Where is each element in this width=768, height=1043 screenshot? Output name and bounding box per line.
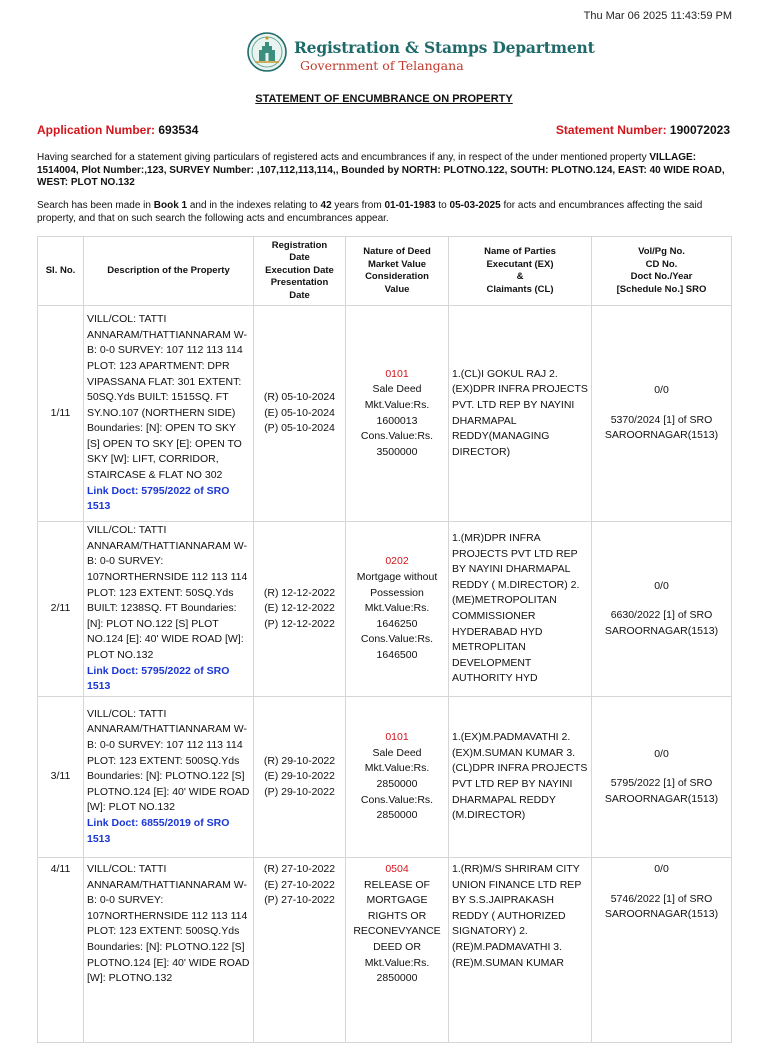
deed-details: Sale Deed Mkt.Value:Rs. 1600013 Cons.Value:Rs. 3500000 (360, 383, 434, 458)
telangana-emblem-icon (247, 32, 287, 72)
header-parties-line: Executant (EX) (486, 258, 554, 270)
link-document[interactable]: Link Doct: 5795/2022 of SRO 1513 (87, 664, 230, 693)
page-title: STATEMENT OF ENCUMBRANCE ON PROPERTY (255, 93, 513, 105)
header-vol-line: [Schedule No.] SRO (616, 283, 707, 295)
header-parties (449, 237, 592, 306)
execution-date: (E) 27-10-2022 (264, 878, 335, 891)
deed-details: Mortgage without Possession Mkt.Value:Rs. 1646250 Cons.Value:Rs. 1646500 (356, 571, 438, 661)
header-vol-line: Vol/Pg No. (638, 246, 685, 257)
row-vol (592, 306, 732, 522)
department-name: Registration & Stamps Department (294, 38, 595, 57)
registration-date: (R) 12-12-2022 (263, 586, 336, 599)
row-dates (254, 522, 346, 697)
deed-code: 0202 (385, 555, 409, 568)
department-header (0, 30, 768, 80)
row-deed (346, 306, 449, 522)
header-parties-line: & (516, 271, 524, 282)
header-deed (346, 237, 449, 306)
scope-text-3: years from (331, 200, 385, 211)
header-description: Description of the Property (84, 237, 254, 306)
encumbrance-table (37, 236, 732, 1043)
header-dates-line: Execution Date (265, 264, 334, 276)
header-dates-line: Presentation (270, 277, 329, 289)
scope-from-date: 01-01-1983 (384, 200, 436, 211)
presentation-date: (P) 29-10-2022 (264, 785, 335, 798)
header-parties-line: Claimants (CL) (486, 283, 554, 295)
property-description: VILL/COL: TATTI ANNARAM/THATTIANNARAM W-B: 0-0 SURVEY: 107NORTHERNSIDE 112 113 114 PLOT: 123 EXTENT: 500SQ.Yds Boundaries: [N]: PLOTNO.122 [S] PLOTNO.124 [E]: 40' WIDE ROAD [W]: PLOTNO.132 (87, 863, 250, 985)
row-vol (592, 858, 732, 1043)
header-vol (592, 237, 732, 306)
row-parties: 1.(RR)M/S SHRIRAM CITY UNION FINANCE LTD REP BY S.S.JAIPRAKASH REDDY ( AUTHORIZED SIGNATORY) 2.(RE)M.PADMAVATHI 3.(RE)M.SUMAN KUMAR (449, 858, 592, 1043)
registration-date: (R) 29-10-2022 (263, 754, 336, 767)
document-number: 5370/2024 [1] of SRO SAROORNAGAR(1513) (604, 413, 719, 442)
header-vol-line: Doct No./Year (630, 271, 693, 282)
presentation-date: (P) 27-10-2022 (264, 894, 335, 907)
row-parties: 1.(MR)DPR INFRA PROJECTS PVT LTD REP BY NAYINI DHARMAPAL REDDY ( M.DIRECTOR) 2.(ME)METROPOLITAN COMMISSIONER HYDERABAD HYD METROPLITAN DEVELOPMENT AUTHORITY HYD (449, 522, 592, 697)
row-deed (346, 697, 449, 858)
deed-code: 0101 (385, 367, 409, 380)
document-number: 5746/2022 [1] of SRO SAROORNAGAR(1513) (604, 892, 719, 921)
application-number (37, 123, 198, 137)
row-sl-no: 2/11 (38, 522, 84, 697)
table-row (38, 697, 732, 858)
property-description: VILL/COL: TATTI ANNARAM/THATTIANNARAM W-B: 0-0 SURVEY: 107 112 113 114 PLOT: 123 APARTMENT: DPR VIPASSANA FLAT: 301 EXTENT: 50SQ.Yds BUILT: 1515SQ. FT SY.NO.107 (NORTHERN SIDE) Boundaries: [N]: OPEN TO SKY [S] OPEN TO SKY [E]: OPEN TO SKY [W]: LIFT, CORRIDOR, STAIRCASE & FLAT NO 302 (87, 313, 248, 482)
vol-page-no: 0/0 (654, 863, 669, 875)
deed-details: RELEASE OF MORTGAGE RIGHTS OR RECONEVYANCE DEED OR Mkt.Value:Rs. 2850000 (353, 878, 441, 985)
scope-text-4: to (435, 200, 450, 211)
property-details: VILLAGE: 1514004, Plot Number:,123, SURVEY Number: ,107,112,113,114,, Bounded by NORTH: PLOTNO.122, SOUTH: PLOTNO.124, EAST: 40 WIDE ROAD, WEST: PLOT NO.132 (37, 152, 725, 188)
search-scope-paragraph (37, 200, 729, 225)
header-sl-no: Sl. No. (38, 237, 84, 306)
search-intro-paragraph (37, 152, 729, 190)
row-description (84, 522, 254, 697)
row-dates (254, 858, 346, 1043)
statement-number (556, 123, 730, 137)
government-name: Government of Telangana (300, 58, 464, 73)
header-deed-line: Consideration (365, 271, 429, 282)
property-description: VILL/COL: TATTI ANNARAM/THATTIANNARAM W-B: 0-0 SURVEY: 107NORTHERNSIDE 112 113 114 PLOT: 123 EXTENT: 50SQ.Yds BUILT: 1238SQ. FT Boundaries: [N]: PLOT NO.122 [S] PLOT NO.124 [E]: 40' WIDE ROAD [W]: PLOT NO.132 (87, 524, 248, 661)
presentation-date: (P) 05-10-2024 (264, 422, 335, 435)
header-dates-line: Registration (271, 239, 328, 251)
row-sl-no: 4/11 (38, 858, 84, 1043)
vol-page-no: 0/0 (654, 384, 669, 397)
vol-page-no: 0/0 (654, 747, 669, 760)
row-deed (346, 522, 449, 697)
row-parties: 1.(CL)I GOKUL RAJ 2.(EX)DPR INFRA PROJECTS PVT. LTD REP BY NAYINI DHARMAPAL REDDY(MANAGING DIRECTOR) (449, 306, 592, 522)
header-deed-line: Market Value (367, 258, 427, 270)
header-deed-line: Value (384, 283, 410, 295)
header-deed-line: Nature of Deed (363, 246, 431, 257)
document-number: 6630/2022 [1] of SRO SAROORNAGAR(1513) (604, 609, 719, 637)
header-dates (254, 237, 346, 306)
link-document[interactable]: Link Doct: 5795/2022 of SRO 1513 (87, 484, 230, 513)
header-parties-line: Name of Parties (484, 246, 556, 257)
application-number-label: Application Number: (37, 123, 156, 137)
presentation-date: (P) 12-12-2022 (264, 617, 335, 630)
application-number-value: 693534 (158, 123, 199, 137)
table-header-row (38, 237, 732, 306)
execution-date: (E) 05-10-2024 (264, 406, 335, 419)
execution-date: (E) 12-12-2022 (264, 602, 335, 615)
print-timestamp: Thu Mar 06 2025 11:43:59 PM (583, 10, 732, 22)
row-parties: 1.(EX)M.PADMAVATHI 2.(EX)M.SUMAN KUMAR 3.(CL)DPR INFRA PROJECTS PVT LTD REP BY NAYINI DHARMAPAL REDDY (M.DIRECTOR) (449, 697, 592, 858)
header-dates-line: Date (289, 252, 310, 264)
vol-page-no: 0/0 (654, 579, 669, 592)
execution-date: (E) 29-10-2022 (264, 770, 335, 783)
row-description (84, 306, 254, 522)
row-dates (254, 697, 346, 858)
registration-date: (R) 05-10-2024 (263, 391, 336, 404)
table-row (38, 522, 732, 697)
search-intro-text: Having searched for a statement giving particulars of registered acts and encumbrances if any, in respect of the under mentioned property (37, 152, 647, 163)
scope-years: 42 (320, 200, 332, 211)
document-number: 5795/2022 [1] of SRO SAROORNAGAR(1513) (604, 777, 719, 805)
deed-code: 0504 (385, 863, 409, 875)
row-dates (254, 306, 346, 522)
scope-to-date: 05-03-2025 (449, 200, 501, 211)
row-sl-no: 3/11 (38, 697, 84, 858)
statement-number-value: 190072023 (669, 123, 730, 137)
registration-date: (R) 27-10-2022 (263, 863, 336, 875)
deed-code: 0101 (385, 731, 409, 744)
statement-number-label: Statement Number: (555, 123, 667, 137)
header-dates-line: Date (289, 289, 310, 301)
row-description (84, 858, 254, 1043)
scope-book: Book 1 (153, 200, 188, 211)
table-row (38, 858, 732, 1043)
row-description (84, 697, 254, 858)
header-vol-line: CD No. (645, 258, 678, 270)
link-document[interactable]: Link Doct: 6855/2019 of SRO 1513 (87, 816, 230, 845)
row-deed (346, 858, 449, 1043)
property-description: VILL/COL: TATTI ANNARAM/THATTIANNARAM W-B: 0-0 SURVEY: 107 112 113 114 PLOT: 123 EXTENT: 500SQ.Yds Boundaries: [N]: PLOTNO.122 [S] PLOTNO.124 [E]: 40' WIDE ROAD [W]: PLOT NO.132 (87, 707, 250, 814)
row-sl-no: 1/11 (38, 306, 84, 522)
row-vol (592, 697, 732, 858)
deed-details: Sale Deed Mkt.Value:Rs. 2850000 Cons.Value:Rs. 2850000 (360, 746, 434, 822)
scope-text-1: Search has been made in (37, 200, 154, 211)
row-vol (592, 522, 732, 697)
scope-text-2: and in the indexes relating to (187, 200, 321, 211)
scope-text-5: for acts and encumbrances affecting the said property, and that on such search the following acts and encumbrances appear. (37, 200, 703, 224)
table-row (38, 306, 732, 522)
